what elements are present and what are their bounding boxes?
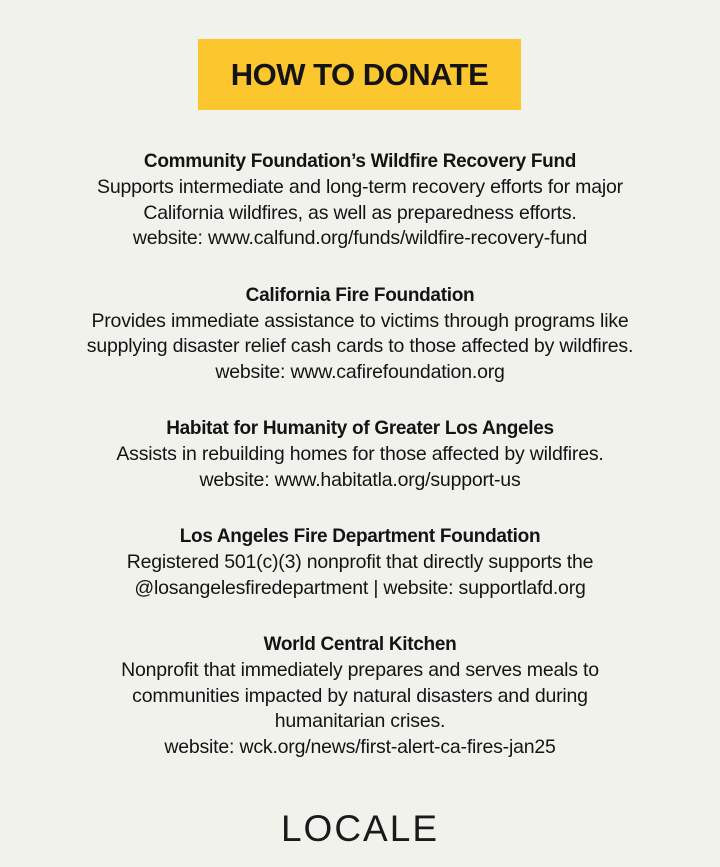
org-entry-california-fire-foundation: [20, 282, 700, 386]
page-title: HOW TO DONATE: [230, 56, 489, 92]
title-banner: [198, 39, 521, 110]
org-description: Registered 501(c)(3) nonprofit that directly supports the: [126, 551, 594, 573]
org-description: supplying disaster relief cash cards to those affected by wildfires.: [86, 335, 634, 357]
organization-list: [20, 148, 700, 790]
org-description: Assists in rebuilding homes for those affected by wildfires.: [116, 443, 604, 465]
org-website: website: www.habitatla.org/support-us: [199, 468, 521, 491]
org-entry-lafd-foundation: [20, 523, 700, 601]
org-name: Habitat for Humanity of Greater Los Angeles: [166, 418, 554, 439]
org-description: California wildfires, as well as preparedness efforts.: [143, 201, 577, 224]
org-entry-habitat-for-humanity: [20, 415, 700, 493]
org-website: @losangelesfiredepartment | website: supportlafd.org: [134, 576, 586, 599]
org-description: communities impacted by natural disasters and during: [132, 684, 588, 707]
org-entry-community-foundation: [20, 148, 700, 252]
org-website: website: www.calfund.org/funds/wildfire-recovery-fund: [132, 227, 588, 249]
org-name: California Fire Foundation: [245, 284, 475, 306]
org-description: Supports intermediate and long-term recovery efforts for major: [97, 176, 623, 198]
org-name: Los Angeles Fire Department Foundation: [179, 526, 541, 547]
org-name: World Central Kitchen: [263, 634, 457, 655]
org-description: Nonprofit that immediately prepares and serves meals to: [121, 659, 599, 681]
locale-logo: LOCALE: [280, 808, 439, 849]
org-website: website: wck.org/news/first-alert-ca-fires-jan25: [164, 735, 556, 758]
org-website: website: www.cafirefoundation.org: [215, 360, 505, 383]
org-description: humanitarian crises.: [274, 710, 446, 732]
org-description: Provides immediate assistance to victims through programs like: [91, 309, 629, 332]
org-name: Community Foundation’s Wildfire Recovery Fund: [143, 151, 577, 172]
org-entry-world-central-kitchen: [20, 631, 700, 760]
